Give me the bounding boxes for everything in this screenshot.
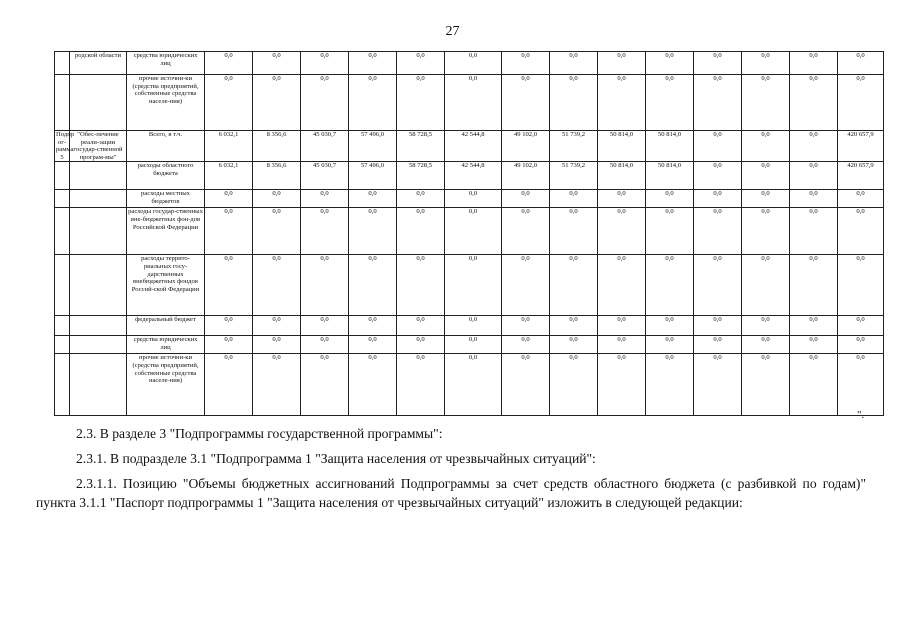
value-cell: 50 814,0 xyxy=(598,162,646,190)
value-cell: 0,0 xyxy=(646,208,694,255)
value-cell: 0,0 xyxy=(694,354,742,416)
value-cell: 0,0 xyxy=(301,255,349,316)
value-cell: 0,0 xyxy=(790,354,838,416)
value-cell: 0,0 xyxy=(646,52,694,75)
value-cell: 0,0 xyxy=(742,75,790,131)
subprogram-cell xyxy=(55,208,70,255)
value-cell: 0,0 xyxy=(205,208,253,255)
value-cell: 0,0 xyxy=(598,354,646,416)
value-cell: 0,0 xyxy=(838,208,884,255)
value-cell: 57 496,0 xyxy=(349,131,397,162)
value-cell: 0,0 xyxy=(550,190,598,208)
value-cell: 0,0 xyxy=(253,190,301,208)
subprogram-name-cell: родской области xyxy=(70,52,127,75)
value-cell: 0,0 xyxy=(598,75,646,131)
table-row xyxy=(55,162,884,190)
value-cell: 0,0 xyxy=(790,316,838,336)
value-cell: 0,0 xyxy=(598,52,646,75)
value-cell: 0,0 xyxy=(646,190,694,208)
value-cell: 0,0 xyxy=(301,190,349,208)
subprogram-cell xyxy=(55,255,70,316)
value-cell: 8 356,6 xyxy=(253,131,301,162)
value-cell: 0,0 xyxy=(646,75,694,131)
value-cell: 0,0 xyxy=(445,52,502,75)
value-cell: 0,0 xyxy=(253,316,301,336)
value-cell: 0,0 xyxy=(838,255,884,316)
value-cell: 0,0 xyxy=(646,354,694,416)
funding-source-cell: расходы террито-риальных госу-дарственных внебюджетных фондов Россий-ской Федерации xyxy=(127,255,205,316)
funding-source-cell: Всего, в т.ч. xyxy=(127,131,205,162)
value-cell: 0,0 xyxy=(502,208,550,255)
paragraph-2-3-1: 2.3.1. В подразделе 3.1 "Подпрограмма 1 "Защита населения от чрезвычайных ситуаций": xyxy=(76,451,596,466)
value-cell: 0,0 xyxy=(694,190,742,208)
value-cell: 0,0 xyxy=(838,190,884,208)
value-cell: 0,0 xyxy=(694,336,742,354)
value-cell: 0,0 xyxy=(349,255,397,316)
paragraph-2-3-1-1-text: 2.3.1.1. Позицию "Объемы бюджетных ассигнований Подпрограммы за счет средств областного бюджета (с разбивкой по годам)" пункта 3.1.1 "Паспорт подпрограммы 1 "Защита населения от чрезвычайных ситуаций" изложить в следующей редакции: xyxy=(36,476,866,510)
value-cell: 0,0 xyxy=(301,316,349,336)
subprogram-name-cell xyxy=(70,208,127,255)
subprogram-cell xyxy=(55,52,70,75)
value-cell: 0,0 xyxy=(397,75,445,131)
funding-source-cell: прочие источни-ки (средства предприятий, собственные средства населе-ния) xyxy=(127,75,205,131)
value-cell: 0,0 xyxy=(550,336,598,354)
value-cell: 50 814,0 xyxy=(646,162,694,190)
value-cell: 0,0 xyxy=(253,208,301,255)
value-cell: 0,0 xyxy=(205,190,253,208)
value-cell: 0,0 xyxy=(838,336,884,354)
value-cell: 0,0 xyxy=(349,316,397,336)
funding-source-cell: расходы областного бюджета xyxy=(127,162,205,190)
value-cell: 50 814,0 xyxy=(646,131,694,162)
value-cell: 50 814,0 xyxy=(598,131,646,162)
value-cell: 0,0 xyxy=(397,255,445,316)
value-cell: 0,0 xyxy=(502,75,550,131)
value-cell: 0,0 xyxy=(742,52,790,75)
value-cell: 0,0 xyxy=(790,162,838,190)
value-cell: 0,0 xyxy=(349,354,397,416)
value-cell: 8 356,6 xyxy=(253,162,301,190)
value-cell: 0,0 xyxy=(550,208,598,255)
value-cell: 0,0 xyxy=(349,75,397,131)
table-row xyxy=(55,255,884,316)
value-cell: 0,0 xyxy=(397,208,445,255)
subprogram-name-cell xyxy=(70,354,127,416)
value-cell: 0,0 xyxy=(253,255,301,316)
value-cell: 0,0 xyxy=(301,52,349,75)
value-cell: 49 102,0 xyxy=(502,162,550,190)
value-cell: 0,0 xyxy=(838,75,884,131)
value-cell: 0,0 xyxy=(301,354,349,416)
value-cell: 0,0 xyxy=(838,52,884,75)
value-cell: 0,0 xyxy=(742,131,790,162)
value-cell: 0,0 xyxy=(253,52,301,75)
budget-table xyxy=(54,51,884,416)
paragraph-2-3-1-1 xyxy=(36,474,866,512)
table-row xyxy=(55,131,884,162)
value-cell: 0,0 xyxy=(742,354,790,416)
value-cell: 0,0 xyxy=(694,316,742,336)
value-cell: 0,0 xyxy=(445,75,502,131)
value-cell: 0,0 xyxy=(397,354,445,416)
value-cell: 0,0 xyxy=(301,208,349,255)
value-cell: 0,0 xyxy=(349,208,397,255)
value-cell: 0,0 xyxy=(550,52,598,75)
value-cell: 0,0 xyxy=(550,354,598,416)
value-cell: 0,0 xyxy=(502,354,550,416)
value-cell: 0,0 xyxy=(502,52,550,75)
value-cell: 0,0 xyxy=(349,52,397,75)
funding-source-cell: расходы государ-ственных вне-бюджетных фон-дов Российской Федерации xyxy=(127,208,205,255)
value-cell: 0,0 xyxy=(694,131,742,162)
subprogram-cell xyxy=(55,316,70,336)
value-cell: 0,0 xyxy=(550,255,598,316)
value-cell: 42 544,8 xyxy=(445,131,502,162)
value-cell: 0,0 xyxy=(790,336,838,354)
value-cell: 0,0 xyxy=(790,190,838,208)
value-cell: 0,0 xyxy=(694,208,742,255)
value-cell: 0,0 xyxy=(790,75,838,131)
value-cell: 0,0 xyxy=(742,316,790,336)
value-cell: 0,0 xyxy=(445,354,502,416)
subprogram-cell xyxy=(55,162,70,190)
funding-source-cell: средства юридических лиц xyxy=(127,52,205,75)
value-cell: 42 544,8 xyxy=(445,162,502,190)
funding-source-cell: расходы местных бюджетов xyxy=(127,190,205,208)
value-cell: 0,0 xyxy=(694,52,742,75)
subprogram-cell xyxy=(55,354,70,416)
value-cell: 0,0 xyxy=(694,162,742,190)
value-cell: 0,0 xyxy=(838,316,884,336)
value-cell: 6 032,1 xyxy=(205,131,253,162)
table-body xyxy=(55,52,884,416)
value-cell: 0,0 xyxy=(646,336,694,354)
value-cell: 0,0 xyxy=(397,336,445,354)
table-row xyxy=(55,52,884,75)
funding-source-cell: федеральный бюджет xyxy=(127,316,205,336)
value-cell: 0,0 xyxy=(742,255,790,316)
value-cell: 0,0 xyxy=(598,255,646,316)
subprogram-cell xyxy=(55,336,70,354)
value-cell: 0,0 xyxy=(205,354,253,416)
value-cell: 0,0 xyxy=(646,316,694,336)
value-cell: 0,0 xyxy=(349,190,397,208)
value-cell: 0,0 xyxy=(502,190,550,208)
subprogram-name-cell xyxy=(70,255,127,316)
value-cell: 0,0 xyxy=(550,75,598,131)
value-cell: 0,0 xyxy=(742,208,790,255)
value-cell: 0,0 xyxy=(694,255,742,316)
value-cell: 0,0 xyxy=(301,336,349,354)
value-cell: 0,0 xyxy=(742,336,790,354)
value-cell: 49 102,0 xyxy=(502,131,550,162)
value-cell: 0,0 xyxy=(205,336,253,354)
value-cell: 45 030,7 xyxy=(301,162,349,190)
value-cell: 420 657,9 xyxy=(838,162,884,190)
value-cell: 58 728,5 xyxy=(397,131,445,162)
table-row xyxy=(55,354,884,416)
value-cell: 0,0 xyxy=(790,208,838,255)
value-cell: 0,0 xyxy=(205,75,253,131)
subprogram-name-cell xyxy=(70,162,127,190)
table-row xyxy=(55,316,884,336)
funding-source-cell: средства юридических лиц xyxy=(127,336,205,354)
value-cell: 0,0 xyxy=(349,336,397,354)
value-cell: 0,0 xyxy=(445,255,502,316)
value-cell: 0,0 xyxy=(301,75,349,131)
value-cell: 0,0 xyxy=(742,190,790,208)
subprogram-name-cell xyxy=(70,316,127,336)
subprogram-name-cell xyxy=(70,336,127,354)
value-cell: 420 657,9 xyxy=(838,131,884,162)
subprogram-name-cell xyxy=(70,75,127,131)
value-cell: 0,0 xyxy=(598,208,646,255)
page-number: 27 xyxy=(445,24,460,39)
subprogram-name-cell xyxy=(70,190,127,208)
value-cell: 0,0 xyxy=(253,354,301,416)
value-cell: 0,0 xyxy=(550,316,598,336)
value-cell: 0,0 xyxy=(598,316,646,336)
value-cell: 0,0 xyxy=(205,52,253,75)
value-cell: 0,0 xyxy=(502,336,550,354)
value-cell: 0,0 xyxy=(790,52,838,75)
paragraph-2-3: 2.3. В разделе 3 "Подпрограммы государственной программы": xyxy=(76,426,443,441)
value-cell: 0,0 xyxy=(205,316,253,336)
value-cell: 0,0 xyxy=(694,75,742,131)
value-cell: 0,0 xyxy=(397,190,445,208)
value-cell: 57 496,0 xyxy=(349,162,397,190)
value-cell: 0,0 xyxy=(502,316,550,336)
subprogram-cell xyxy=(55,75,70,131)
subprogram-cell xyxy=(55,190,70,208)
value-cell: 6 032,1 xyxy=(205,162,253,190)
subprogram-name-cell: "Обес-печение реали-зации государ-ственной програм-мы" xyxy=(70,131,127,162)
table-row xyxy=(55,190,884,208)
value-cell: 58 728,5 xyxy=(397,162,445,190)
funding-source-cell: прочие источни-ки (средства предприятий, собственные средства населе-ния) xyxy=(127,354,205,416)
value-cell: 0,0 xyxy=(205,255,253,316)
closing-quote-mark: ". xyxy=(857,409,865,421)
value-cell: 51 739,2 xyxy=(550,131,598,162)
table-row xyxy=(55,208,884,255)
value-cell: 0,0 xyxy=(838,354,884,416)
value-cell: 0,0 xyxy=(253,75,301,131)
value-cell: 0,0 xyxy=(646,255,694,316)
value-cell: 0,0 xyxy=(598,336,646,354)
value-cell: 0,0 xyxy=(445,316,502,336)
value-cell: 0,0 xyxy=(598,190,646,208)
value-cell: 45 030,7 xyxy=(301,131,349,162)
value-cell: 0,0 xyxy=(445,208,502,255)
value-cell: 0,0 xyxy=(742,162,790,190)
table-row xyxy=(55,336,884,354)
table-row xyxy=(55,75,884,131)
subprogram-cell: Подпр ог-рамма 5 xyxy=(56,131,75,161)
value-cell: 0,0 xyxy=(790,131,838,162)
value-cell: 0,0 xyxy=(790,255,838,316)
value-cell: 0,0 xyxy=(397,316,445,336)
value-cell: 0,0 xyxy=(445,336,502,354)
value-cell: 0,0 xyxy=(502,255,550,316)
value-cell: 0,0 xyxy=(253,336,301,354)
value-cell: 51 739,2 xyxy=(550,162,598,190)
value-cell: 0,0 xyxy=(445,190,502,208)
value-cell: 0,0 xyxy=(397,52,445,75)
